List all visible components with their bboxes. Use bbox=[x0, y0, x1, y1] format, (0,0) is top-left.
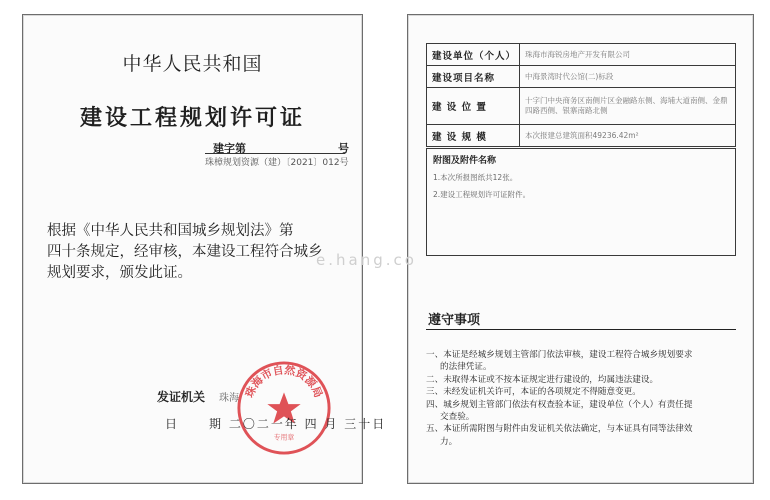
attachments-title: 附图及附件名称 bbox=[433, 156, 497, 166]
table-row bbox=[427, 125, 736, 147]
rule-line: 二、未取得本证或不按本证规定进行建设的，均属违法建设。 bbox=[426, 374, 659, 385]
country-name: 中华人民共和国 bbox=[122, 53, 263, 75]
permit-number-value: 珠樟规划资源（建）〔2021〕012号 bbox=[205, 153, 345, 168]
rules-list bbox=[426, 349, 748, 448]
row-value: 珠海市海锐房地产开发有限公司 bbox=[520, 44, 736, 66]
attachment-item: 2.建设工程规划许可证附件。 bbox=[433, 190, 531, 199]
date-value: 二〇二一年 四 月 三十日 bbox=[228, 417, 387, 431]
rule-line: 四、城乡规划主管部门依法有权查验本证，建设单位（个人）有责任提 bbox=[426, 399, 693, 410]
issuer-label: 发证机关 bbox=[157, 390, 206, 404]
rule-line: 一、本证是经城乡规划主管部门依法审核，建设工程符合城乡规划要求 bbox=[426, 350, 693, 360]
body-line: 四十条规定，经审核，本建设工程符合城乡 bbox=[47, 244, 323, 260]
permit-number-suffix: 号 bbox=[338, 142, 349, 155]
body-line: 根据《中华人民共和国城乡规划法》第 bbox=[47, 223, 294, 239]
date-label-period: 期 bbox=[209, 417, 224, 431]
permit-title: 建设工程规划许可证 bbox=[79, 106, 305, 131]
row-label: 建设单位（个人） bbox=[427, 44, 520, 66]
watermark: e.hang.co bbox=[316, 251, 417, 269]
attachment-item: 1.本次所报图纸共12张。 bbox=[433, 173, 518, 182]
certificate-details-page bbox=[316, 14, 754, 484]
table-row bbox=[427, 44, 736, 66]
row-value: 十字门中央商务区南侧片区金融路东侧、海埔大道南侧、金鼎四路西侧、银寨南路北侧 bbox=[520, 88, 736, 125]
seal-text: 珠海市自然资源局 bbox=[242, 363, 326, 400]
issue-date bbox=[165, 415, 386, 432]
seal-sub-text: 专用章 bbox=[273, 433, 295, 442]
project-info-table bbox=[426, 43, 736, 147]
attachments-box bbox=[426, 148, 736, 256]
table-row bbox=[427, 88, 736, 125]
body-line: 规划要求，颁发此证。 bbox=[47, 265, 192, 281]
rule-line: 五、本证所需附图与附件由发证机关依法确定，与本证具有同等法律效 bbox=[426, 424, 693, 435]
row-label: 建 设 位 置 bbox=[427, 88, 520, 125]
row-value: 本次报建总建筑面积49236.42m² bbox=[520, 125, 736, 147]
date-label-day: 日 bbox=[165, 417, 180, 431]
table-row bbox=[427, 66, 736, 88]
rule-line: 力。 bbox=[440, 436, 458, 447]
row-label: 建设项目名称 bbox=[427, 66, 520, 88]
rules-divider bbox=[426, 329, 736, 330]
official-seal-icon bbox=[235, 359, 333, 457]
permit-number-prefix: 建字第 bbox=[213, 142, 246, 155]
issuer-value: 珠海 bbox=[219, 393, 239, 404]
rules-title: 遵守事项 bbox=[428, 313, 481, 328]
rule-line: 的法律凭证。 bbox=[440, 362, 492, 373]
rule-line: 交查验。 bbox=[440, 412, 475, 423]
rule-line: 三、未经发证机关许可，本证的各项规定不得随意变更。 bbox=[426, 387, 641, 398]
certificate-body-text bbox=[47, 221, 347, 284]
row-label: 建 设 规 模 bbox=[427, 125, 520, 147]
row-value: 中海景湾时代公馆(二)标段 bbox=[520, 66, 736, 88]
